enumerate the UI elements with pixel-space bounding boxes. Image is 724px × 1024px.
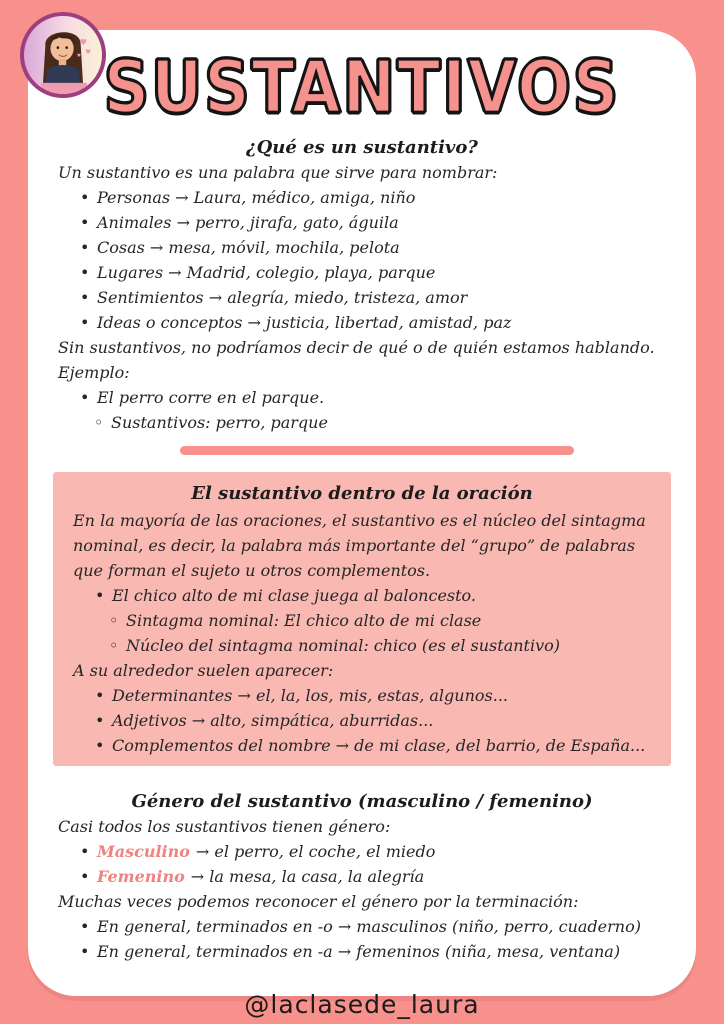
- list-item: • En general, terminados en -a → femeninos (niña, mesa, ventana): [80, 939, 666, 964]
- list-item: • El chico alto de mi clase juega al baloncesto.: [95, 583, 651, 608]
- list-item: ◦ Sintagma nominal: El chico alto de mi clase: [109, 608, 651, 633]
- sentence-example-sublist: [73, 608, 651, 658]
- gender-list: [58, 839, 666, 889]
- sentence-panel: [53, 472, 671, 766]
- gender-examples: → el perro, el coche, el miedo: [195, 842, 436, 861]
- section-heading-gender: Género del sustantivo (masculino / femenino): [131, 791, 593, 812]
- list-item: • El perro corre en el parque.: [80, 385, 666, 410]
- sentence-around-list: [73, 683, 651, 758]
- worksheet-card: [28, 30, 696, 1019]
- svg-text:♥: ♥: [85, 48, 92, 57]
- brand-avatar: [20, 12, 106, 98]
- list-item: • Sentimientos → alegría, miedo, tristeza, amor: [80, 285, 666, 310]
- title-block: [28, 30, 696, 134]
- what-is-intro: Un sustantivo es una palabra que sirve para nombrar:: [58, 163, 498, 182]
- section-heading-what-is: ¿Qué es un sustantivo?: [246, 137, 478, 158]
- gender-term-masculino: Masculino: [97, 842, 190, 861]
- list-item: • Cosas → mesa, móvil, mochila, pelota: [80, 235, 666, 260]
- what-is-list: [58, 185, 666, 335]
- sentence-around: A su alrededor suelen aparecer:: [73, 661, 334, 680]
- what-is-example-sublist: [58, 410, 666, 435]
- sentence-intro: En la mayoría de las oraciones, el sustantivo es el núcleo del sintagma nominal, es decir, la palabra más importante del “grupo” de palabras que forman el sujeto u otros complementos.: [73, 511, 646, 580]
- list-item: • Ideas o conceptos → justicia, libertad, amistad, paz: [80, 310, 666, 335]
- gender-intro: Casi todos los sustantivos tienen género:: [58, 817, 391, 836]
- list-item: • Complementos del nombre → de mi clase, del barrio, de España...: [95, 733, 651, 758]
- section-heading-sentence: El sustantivo dentro de la oración: [191, 483, 533, 504]
- svg-text:♥: ♥: [79, 36, 88, 47]
- list-item: • En general, terminados en -o → masculinos (niño, perro, cuaderno): [80, 914, 666, 939]
- list-item: • Lugares → Madrid, colegio, playa, parque: [80, 260, 666, 285]
- list-item: [80, 864, 666, 889]
- page-title: SUSTANTIVOS: [103, 46, 621, 130]
- svg-text:♥: ♥: [76, 53, 82, 59]
- list-item: • Determinantes → el, la, los, mis, estas, algunos...: [95, 683, 651, 708]
- instagram-handle: @laclasede_laura: [244, 990, 480, 1019]
- gender-ending-list: [58, 914, 666, 964]
- gender-middle: Muchas veces podemos reconocer el género por la terminación:: [58, 892, 579, 911]
- gender-term-femenino: Femenino: [97, 867, 185, 886]
- what-is-example-list: [58, 385, 666, 410]
- list-item: • Personas → Laura, médico, amiga, niño: [80, 185, 666, 210]
- list-item: • Adjetivos → alto, simpática, aburridas...: [95, 708, 651, 733]
- gender-section: [28, 790, 696, 1019]
- sentence-example-list: [73, 583, 651, 608]
- gender-examples: → la mesa, la casa, la alegría: [190, 867, 425, 886]
- list-item: [80, 839, 666, 864]
- section-divider: [180, 446, 574, 455]
- list-item: ◦ Núcleo del sintagma nominal: chico (es el sustantivo): [109, 633, 651, 658]
- list-item: ◦ Sustantivos: perro, parque: [94, 410, 666, 435]
- list-item: • Animales → perro, jirafa, gato, águila: [80, 210, 666, 235]
- what-is-outro: Sin sustantivos, no podríamos decir de qué o de quién estamos hablando. Ejemplo:: [58, 338, 655, 382]
- avatar-illustration: [24, 16, 102, 94]
- content-area: [28, 136, 696, 455]
